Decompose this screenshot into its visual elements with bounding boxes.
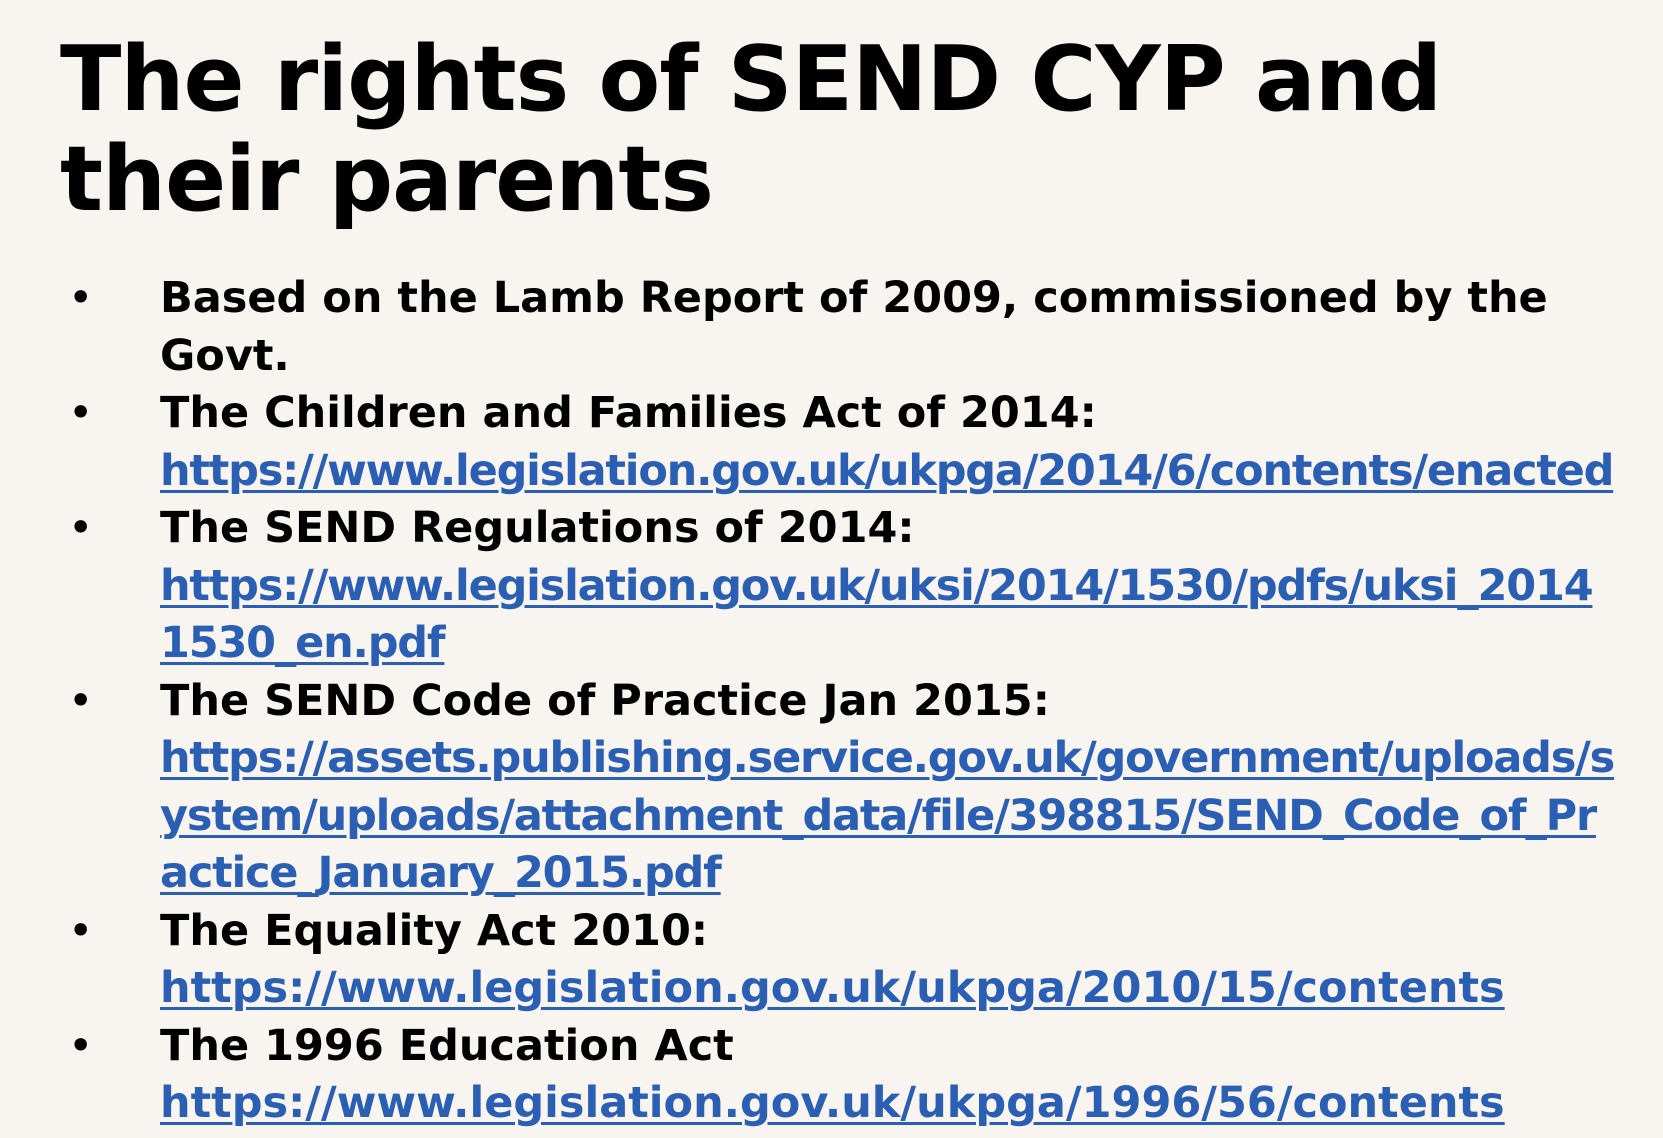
- item-text: The Children and Families Act of 2014:: [160, 388, 1097, 438]
- bullet-icon: •: [68, 675, 94, 726]
- legislation-link[interactable]: https://www.legislation.gov.uk/ukpga/1996/56/contents: [160, 1078, 1505, 1128]
- item-text: The SEND Regulations of 2014:: [160, 503, 915, 553]
- bullet-list: [60, 270, 1620, 1133]
- legislation-link[interactable]: https://www.legislation.gov.uk/uksi/2014/1530/pdfs/uksi_20141530_en.pdf: [160, 560, 1593, 668]
- slide-title: The rights of SEND CYP and their parents: [60, 27, 1442, 232]
- item-text: Based on the Lamb Report of 2009, commissioned by the Govt.: [160, 273, 1548, 381]
- legislation-link[interactable]: https://www.legislation.gov.uk/ukpga/2014/6/contents/enacted: [160, 445, 1614, 496]
- list-item: [60, 385, 1620, 500]
- bullet-icon: •: [68, 905, 94, 956]
- list-item: [60, 500, 1620, 673]
- legislation-link[interactable]: https://assets.publishing.service.gov.uk/government/uploads/system/uploads/attachment_data/file/398815/SEND_Code_of_Practice_January_2015.pdf: [160, 733, 1615, 898]
- list-item: [60, 1018, 1620, 1133]
- bullet-icon: •: [68, 273, 94, 323]
- list-item: [60, 270, 1620, 385]
- list-item: [60, 673, 1620, 903]
- bullet-icon: •: [68, 388, 94, 438]
- item-text: The SEND Code of Practice Jan 2015:: [160, 675, 1050, 726]
- bullet-icon: •: [68, 503, 94, 553]
- legislation-link[interactable]: https://www.legislation.gov.uk/ukpga/2010/15/contents: [160, 963, 1505, 1013]
- bullet-icon: •: [68, 1020, 94, 1071]
- item-text: The Equality Act 2010:: [160, 905, 709, 956]
- item-text: The 1996 Education Act: [160, 1020, 734, 1071]
- list-item: [60, 903, 1620, 1018]
